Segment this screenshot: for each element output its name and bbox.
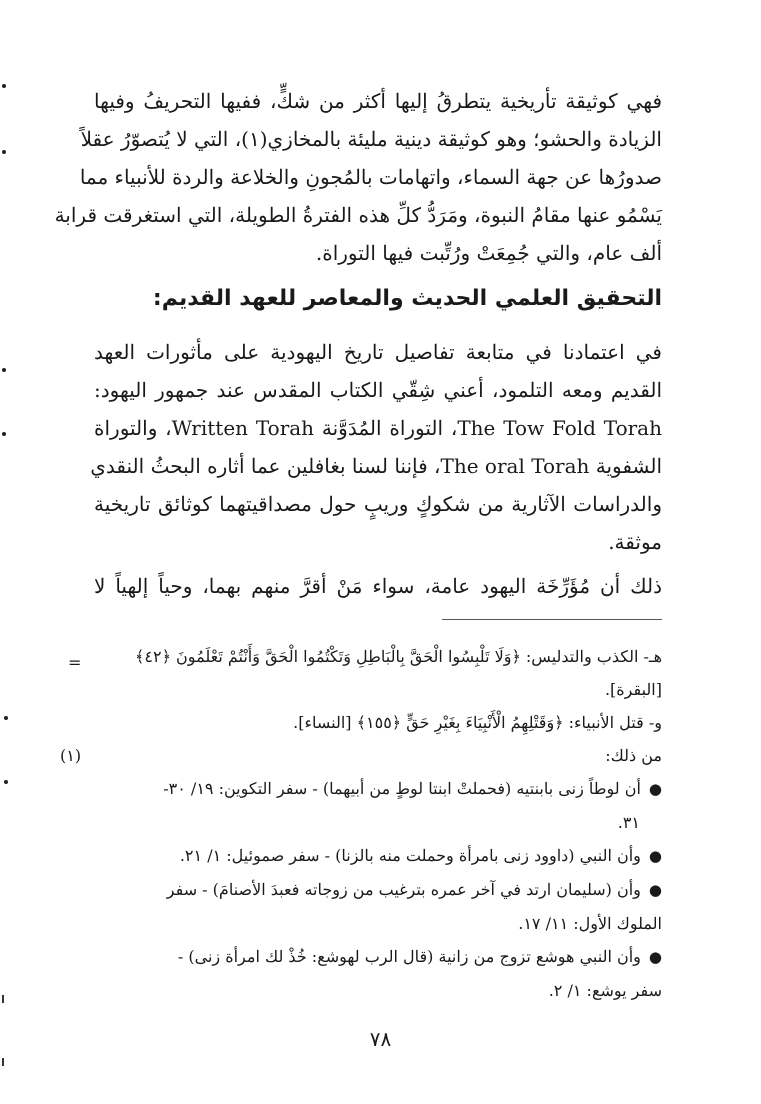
footnote-intro: من ذلك: — [605, 746, 662, 765]
footnote-divider — [442, 619, 662, 620]
paragraph-1 — [54, 82, 662, 272]
text-line: ذلك أن مُؤَرِّخَة اليهود عامة، سواء مَنْ أقرَّ منهم بهما، وحياً إلهياً لا — [94, 574, 662, 598]
text-line: صدورُها عن جهة السماء، واتهامات بالمُجونِ والخلاعة والردة للأنبياء مما — [79, 165, 662, 189]
scan-speck — [2, 432, 6, 436]
section-heading: التحقيق العلمي الحديث والمعاصر للعهد القديم: — [152, 286, 662, 311]
text-line: في اعتمادنا في متابعة تفاصيل تاريخ اليهودية على مأثورات العهد — [94, 340, 662, 364]
footnote-bullet — [94, 839, 662, 873]
footnote-bullet — [94, 772, 662, 806]
footnote-bullet — [94, 940, 662, 974]
paragraph-3 — [94, 567, 662, 605]
paragraph-2 — [90, 333, 663, 561]
text-line: الزيادة والحشو؛ وهو كوثيقة دينية مليئة بالمخازي(١)، التي لا يُتصوّرُ عقلاً — [80, 127, 662, 151]
scan-speck — [2, 84, 6, 88]
text-line: الشفوية The oral Torah، فإننا لسنا بغافلين عما أثاره البحثُ النقدي — [90, 454, 662, 478]
text-line: The Tow Fold Torah، التوراة المُدَوَّنة Written Torah، والتوراة — [94, 416, 662, 440]
footnote-line: و- قتل الأنبياء: ﴿وَقَتْلِهِمُ الْأَنْبِيَاءَ بِغَيْرِ حَقٍّ ﴿١٥٥﴾ [النساء]. — [293, 713, 662, 732]
scan-speck — [2, 1058, 4, 1066]
bullet-icon: ● — [648, 881, 662, 899]
text-line: موثقة. — [608, 530, 662, 554]
continuation-marker: = — [68, 653, 82, 672]
scan-speck — [2, 150, 6, 154]
scan-speck — [4, 716, 8, 720]
text-line: يَسْمُو عنها مقامُ النبوة، ومَرَدُّ كلِّ هذه الفترةُ الطويلة، التي استغرقت قرابة — [54, 203, 662, 227]
scan-speck — [4, 780, 8, 784]
scan-speck — [2, 995, 4, 1003]
bullet-icon: ● — [648, 780, 662, 798]
footnote-bullet-cont: الملوك الأول: ١١/ ١٧. — [518, 914, 662, 933]
footnote-note — [60, 739, 662, 772]
bullet-text: أن لوطاً زنى بابنتيه (فحملتْ ابنتا لوطٍ من أبيهما) - سفر التكوين: ١٩/ ٣٠- — [163, 779, 641, 798]
scan-speck — [2, 368, 6, 372]
footnotes — [60, 640, 662, 1007]
bullet-text: وأن النبي هوشع تزوج من زانية (قال الرب لهوشع: خُذْ لك امرأة زنى) - — [177, 947, 641, 966]
footnote-line: هـ- الكذب والتدليس: ﴿وَلَا تَلْبِسُوا الْحَقَّ بِالْبَاطِلِ وَتَكْتُمُوا الْحَقَّ وَأَنْتُمْ تَعْلَمُونَ ﴿٤٢﴾ — [135, 647, 662, 666]
main-text — [54, 82, 663, 605]
footnote-bullet-cont: سفر يوشع: ١/ ٢. — [548, 981, 662, 1000]
text-line: القديم ومعه التلمود، أعني شِقّي الكتاب المقدس عند جمهور اليهود: — [94, 378, 663, 402]
bullet-icon: ● — [648, 847, 662, 865]
footnote-bullet-cont: ٣١. — [617, 813, 640, 832]
bullet-text: وأن (سليمان ارتد في آخر عمره بترغيب من زوجاته فعبدَ الأصنامَ) - سفر — [166, 880, 641, 899]
footnote-number: (١) — [60, 746, 82, 765]
bullet-icon: ● — [648, 948, 662, 966]
footnote-bullet — [94, 873, 662, 907]
text-line: فهي كوثيقة تأريخية يتطرقُ إليها أكثر من شكٍّ، ففيها التحريفُ وفيها — [94, 89, 662, 113]
footnote-line: [البقرة]. — [604, 680, 662, 699]
page-number: ٧٨ — [369, 1027, 392, 1051]
text-line: ألف عام، والتي جُمِعَتْ ورُتِّبت فيها التوراة. — [315, 241, 662, 265]
bullet-text: وأن النبي (داوود زنى بامرأة وحملت منه بالزنا) - سفر صموئيل: ١/ ٢١. — [179, 846, 641, 865]
text-line: والدراسات الآثارية من شكوكٍ وريبٍ حول مصداقيتهما كوثائق تاريخية — [94, 492, 662, 516]
